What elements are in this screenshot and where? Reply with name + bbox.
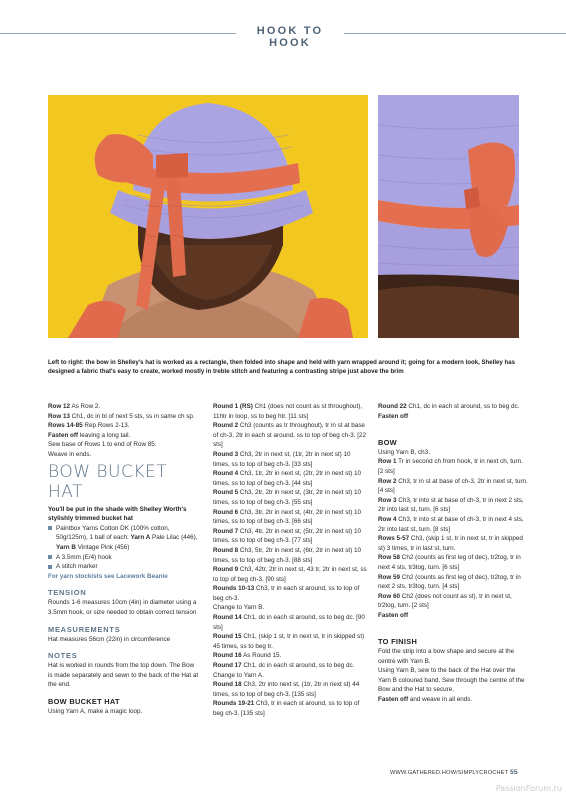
stockists-link[interactable]: For yarn stockists see Lacework Beanie bbox=[48, 572, 168, 580]
instruction-row: Rows 5-57 Ch3, (skip 1 st, tr in next st, tr in skipped st) 3 times, tr in last st, turn. bbox=[378, 535, 523, 552]
row-text: Rep Rows 2-13. bbox=[82, 422, 130, 430]
instruction-row bbox=[48, 412, 200, 422]
watermark: PassionForum.ru bbox=[495, 784, 562, 793]
fasten-off-text: Fasten off bbox=[378, 611, 409, 619]
instruction-row: Round 17 Ch1, dc in each st around, ss to beg dc. bbox=[213, 662, 355, 670]
instruction-row: Round 15 Ch1, (skip 1 st, tr in next st, tr in skipped st) 45 times, ss to beg tr. bbox=[213, 633, 365, 650]
instruction-text: Sew base of Rows 1 to end of Row 85. bbox=[48, 441, 157, 449]
instruction-row: Row 2 Ch3, tr in st at base of ch-3, 2tr in next st, turn. [4 sts] bbox=[378, 477, 528, 495]
header-rule-right bbox=[344, 33, 566, 34]
instruction-row: Rounds 19-21 Ch3, tr in each st around, ss to top of beg ch-3. [135 sts] bbox=[213, 700, 360, 717]
hat-back-illustration bbox=[48, 95, 368, 338]
instruction-row: Round 7 Ch3, 4tr, 2tr in next st, (5tr, 2tr in next st) 10 times, ss to top of beg ch-3. [77 sts] bbox=[213, 527, 362, 545]
notes-text: Hat is worked in rounds from the top down. The Bow is made separately and sewn to the back of the Hat at the end. bbox=[48, 662, 199, 689]
instruction-row: Row 4 Ch3, tr into st at base of ch-3, tr in next 4 sts, 2tr into last st, turn. [8 sts] bbox=[378, 515, 524, 533]
row-text: leaving a long tail. bbox=[78, 431, 131, 439]
instruction-row: Round 14 Ch1, dc in each st around, ss to beg dc. [90 sts] bbox=[213, 614, 365, 631]
finish-text: Fasten off and weave in all ends. bbox=[378, 696, 473, 704]
instruction-row: Round 18 Ch3, 2tr into next st, (1tr, 2tr in next st) 44 times, ss to top of beg ch-3. [135 sts] bbox=[213, 681, 360, 698]
hat-intro: Using Yarn A, make a magic loop. bbox=[48, 707, 143, 715]
hat-closeup-photo bbox=[378, 95, 519, 338]
instruction-row: Row 1 Tr in second ch from hook, tr in next ch, turn. [2 sts] bbox=[378, 458, 523, 475]
tension-heading: TENSION bbox=[48, 588, 87, 598]
instruction-text: Change to Yarn B. bbox=[213, 604, 265, 612]
column-3 bbox=[378, 402, 528, 705]
pattern-intro: You'll be put in the shade with Shelley Worth's stylishly trimmed bucket hat bbox=[48, 505, 187, 523]
instruction-text: Weave in ends. bbox=[48, 450, 92, 458]
instruction-row: Round 9 Ch3, 42tr, 2tr in next st, 43 tr, 2tr in next st, ss to top of beg ch-3. [90 sts] bbox=[213, 566, 367, 583]
row-label: Row 12 bbox=[48, 403, 71, 410]
instruction-row: Round 4 Ch3, 1tr, 2tr in next st, (2tr, 2tr in next st) 10 times, ss to top of beg ch-3. [44 sts] bbox=[213, 470, 362, 487]
instruction-row: Round 22 Ch1, dc in each st around, ss to beg dc. bbox=[378, 403, 520, 410]
tension-text: Rounds 1-6 measures 10cm (4in) in diameter using a 3.5mm hook, or size needed to obtain correct tension bbox=[48, 599, 197, 616]
footer-url[interactable]: WWW.GATHERED.HOW/SIMPLYCROCHET bbox=[390, 770, 509, 776]
instruction-row bbox=[48, 431, 200, 441]
photo-caption: Left to right: the bow in Shelley's hat is worked as a rectangle, then folded into shape and held with yarn wrapped around it; going for a modern look, Shelley has designed a fabric that's easy to create, worked mostly in treble stitch and featuring a contrasting stripe just above the brim bbox=[48, 359, 516, 375]
bow-heading: BOW bbox=[378, 437, 397, 447]
instruction-row: Row 60 Ch2 (does not count as st), tr in next st, tr2tog, turn. [2 sts] bbox=[378, 592, 512, 610]
row-text: Ch1, dc in bl of next 5 sts, ss in same ch sp. bbox=[70, 412, 195, 420]
fasten-off-text: Fasten off bbox=[378, 412, 409, 420]
instruction-row: Row 58 Ch2 (counts as first leg of dec), tr2tog, tr in next 4 sts, tr3tog, turn. [6 sts] bbox=[378, 554, 521, 571]
instruction-row: Round 5 Ch3, 2tr, 2tr in next st, (3tr, 2tr in next st) 10 times, ss to top of beg ch-3. [55 sts] bbox=[213, 489, 362, 506]
instruction-text: Change to Yarn A. bbox=[213, 671, 264, 679]
page-number: 55 bbox=[509, 769, 518, 776]
row-label: Fasten off bbox=[48, 431, 79, 439]
instruction-row bbox=[48, 402, 200, 412]
row-label: Rows 14-85 bbox=[48, 422, 83, 430]
hat-closeup-illustration bbox=[378, 95, 519, 338]
instruction-row: Row 59 Ch2 (counts as first leg of dec), tr2tog, tr in next 2 sts, tr3tog, turn. [4 sts] bbox=[378, 573, 521, 591]
materials-item: Paintbox Yarns Cotton DK (100% cotton, 50g/125m), 1 ball of each: Yarn A Pale Lilac (446), Yarn B Vintage Pink (456) bbox=[48, 524, 200, 553]
page-header bbox=[0, 22, 566, 49]
instruction-row: Round 3 Ch3, 2tr in next st, (1tr, 2tr in next st) 10 times, ss to top of beg ch-3. [33 sts] bbox=[213, 450, 351, 468]
header-title: HOOK TO HOOK bbox=[256, 25, 324, 49]
notes-heading: NOTES bbox=[48, 651, 78, 661]
header-rule-left bbox=[0, 33, 236, 34]
bow-intro: Using Yarn B, ch3. bbox=[378, 448, 430, 456]
instruction-row: Round 1 (RS) Ch1 (does not count as st throughout), 11htr in loop, ss to beg htr. [11 sts] bbox=[213, 403, 363, 420]
instruction-row: Round 2 Ch3 (counts as tr throughout), tr in st at base of ch-3, 2tr in each st around, ss to top of beg ch-3. [22 sts] bbox=[213, 422, 366, 449]
finish-heading: TO FINISH bbox=[378, 637, 418, 647]
materials-item: A 3.5mm (E/4) hook bbox=[48, 553, 200, 563]
column-2 bbox=[213, 402, 368, 719]
instruction-row: Round 16 As Round 15. bbox=[213, 652, 282, 660]
measurements-heading: MEASUREMENTS bbox=[48, 624, 121, 634]
instruction-row bbox=[48, 421, 200, 431]
finish-text: Fold the strip into a bow shape and secure at the centre with Yarn B. bbox=[378, 648, 515, 665]
materials-item: A stitch marker bbox=[48, 562, 200, 572]
row-text: As Row 2. bbox=[70, 403, 101, 410]
instruction-row: Rounds 10-13 Ch3, tr in each st around, ss to top of beg ch-3. bbox=[213, 585, 360, 602]
measurements-text: Hat measures 56cm (22in) in circumference bbox=[48, 635, 171, 643]
hat-heading: BOW BUCKET HAT bbox=[48, 696, 120, 706]
instruction-row: Round 8 Ch3, 5tr, 2tr in next st, (6tr, 2tr in next st) 10 times, ss to top of beg ch-3. [88 sts] bbox=[213, 546, 362, 564]
finish-text: Using Yarn B, sew to the back of the Hat over the Yarn B coloured band. Sew through the centre of the Bow and the Hat to secure. bbox=[378, 667, 525, 694]
row-label: Row 13 bbox=[48, 412, 71, 420]
pattern-title: BOW BUCKET HAT bbox=[48, 461, 168, 502]
column-1 bbox=[48, 402, 200, 716]
hat-back-photo bbox=[48, 95, 368, 338]
instruction-row: Row 3 Ch3, tr into st at base of ch-3, tr in next 2 sts, 2tr into last st, turn. [6 sts] bbox=[378, 496, 524, 514]
instruction-row: Round 6 Ch3, 3tr, 2tr in next st, (4tr, 2tr in next st) 10 times, ss to top of beg ch-3. [66 sts] bbox=[213, 508, 362, 526]
page-footer bbox=[390, 769, 518, 776]
